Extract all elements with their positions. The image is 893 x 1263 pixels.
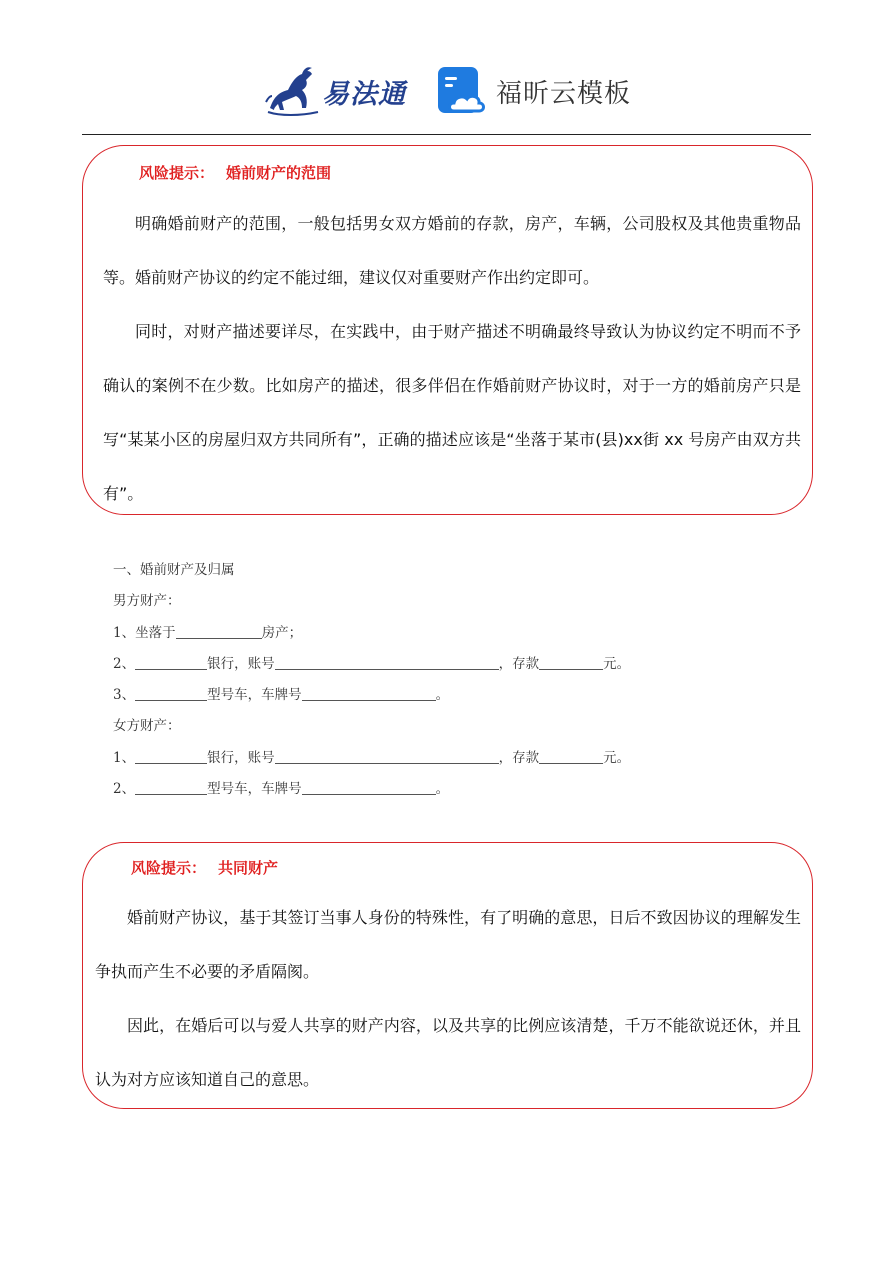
car-model-blank[interactable]	[135, 779, 207, 795]
cloud-document-logo-icon	[436, 65, 488, 117]
male-property-heading: 男方财产：	[113, 593, 181, 610]
header-divider	[82, 134, 811, 135]
car-model-blank[interactable]	[135, 685, 207, 701]
risk-tip-paragraph: 婚前财产协议，基于其签订当事人身份的特殊性，有了明确的意思，日后不致因协议的理解发生争执而产生不必要的矛盾隔阂。	[95, 908, 801, 981]
bank-name-blank[interactable]	[135, 748, 207, 764]
plate-number-blank[interactable]	[302, 779, 436, 795]
female-item-2: 2、 型号车，车牌号 。	[113, 781, 450, 798]
risk-tip-heading: 共同财产	[218, 859, 279, 877]
risk-tip-paragraph: 同时，对财产描述要详尽，在实践中，由于财产描述不明确最终导致认为协议约定不明而不予确认的案例不在少数。比如房产的描述，很多伴侣在作婚前财产协议时，对于一方的婚前房产只是写“某某小区的房屋归双方共同所有”，正确的描述应该是“坐落于某市(县)xx街 xx 号房产由双方共有”。	[103, 322, 801, 503]
account-number-blank[interactable]	[275, 748, 499, 764]
risk-tip-body	[103, 197, 801, 521]
property-location-blank[interactable]	[176, 623, 262, 639]
risk-tip-label: 风险提示：	[131, 859, 207, 877]
risk-tip-title	[139, 162, 331, 183]
deposit-amount-blank[interactable]	[539, 748, 603, 764]
horse-logo-icon	[262, 62, 324, 120]
plate-number-blank[interactable]	[302, 685, 436, 701]
risk-tip-body	[95, 891, 801, 1107]
section-title: 一、婚前财产及归属	[113, 562, 235, 578]
risk-tip-label: 风险提示：	[139, 164, 215, 182]
risk-tip-box-joint-property	[82, 842, 813, 1109]
yifatong-logo	[262, 62, 412, 120]
male-item-1: 1、坐落于 房产；	[113, 624, 303, 641]
male-item-3: 3、 型号车，车牌号 。	[113, 687, 450, 704]
foxit-template-logo-text: 福昕云模板	[496, 78, 632, 109]
female-item-1: 1、 银行，账号 ，存款 元。	[113, 749, 631, 766]
risk-tip-box-premarital-scope	[82, 145, 813, 515]
risk-tip-paragraph: 因此，在婚后可以与爱人共享的财产内容，以及共享的比例应该清楚，千万不能欲说还休，并且认为对方应该知道自己的意思。	[95, 1016, 801, 1089]
page-header	[0, 58, 893, 124]
premarital-property-form	[113, 555, 733, 805]
risk-tip-heading: 婚前财产的范围	[226, 164, 332, 182]
account-number-blank[interactable]	[275, 654, 499, 670]
male-item-2: 2、 银行，账号 ，存款 元。	[113, 655, 631, 672]
bank-name-blank[interactable]	[135, 654, 207, 670]
deposit-amount-blank[interactable]	[539, 654, 603, 670]
foxit-template-logo	[436, 64, 631, 118]
risk-tip-title	[131, 857, 278, 878]
risk-tip-paragraph: 明确婚前财产的范围，一般包括男女双方婚前的存款，房产，车辆，公司股权及其他贵重物品等。婚前财产协议的约定不能过细，建议仅对重要财产作出约定即可。	[103, 214, 801, 287]
yifatong-logo-text: 易法通	[322, 78, 406, 110]
female-property-heading: 女方财产：	[113, 718, 181, 735]
